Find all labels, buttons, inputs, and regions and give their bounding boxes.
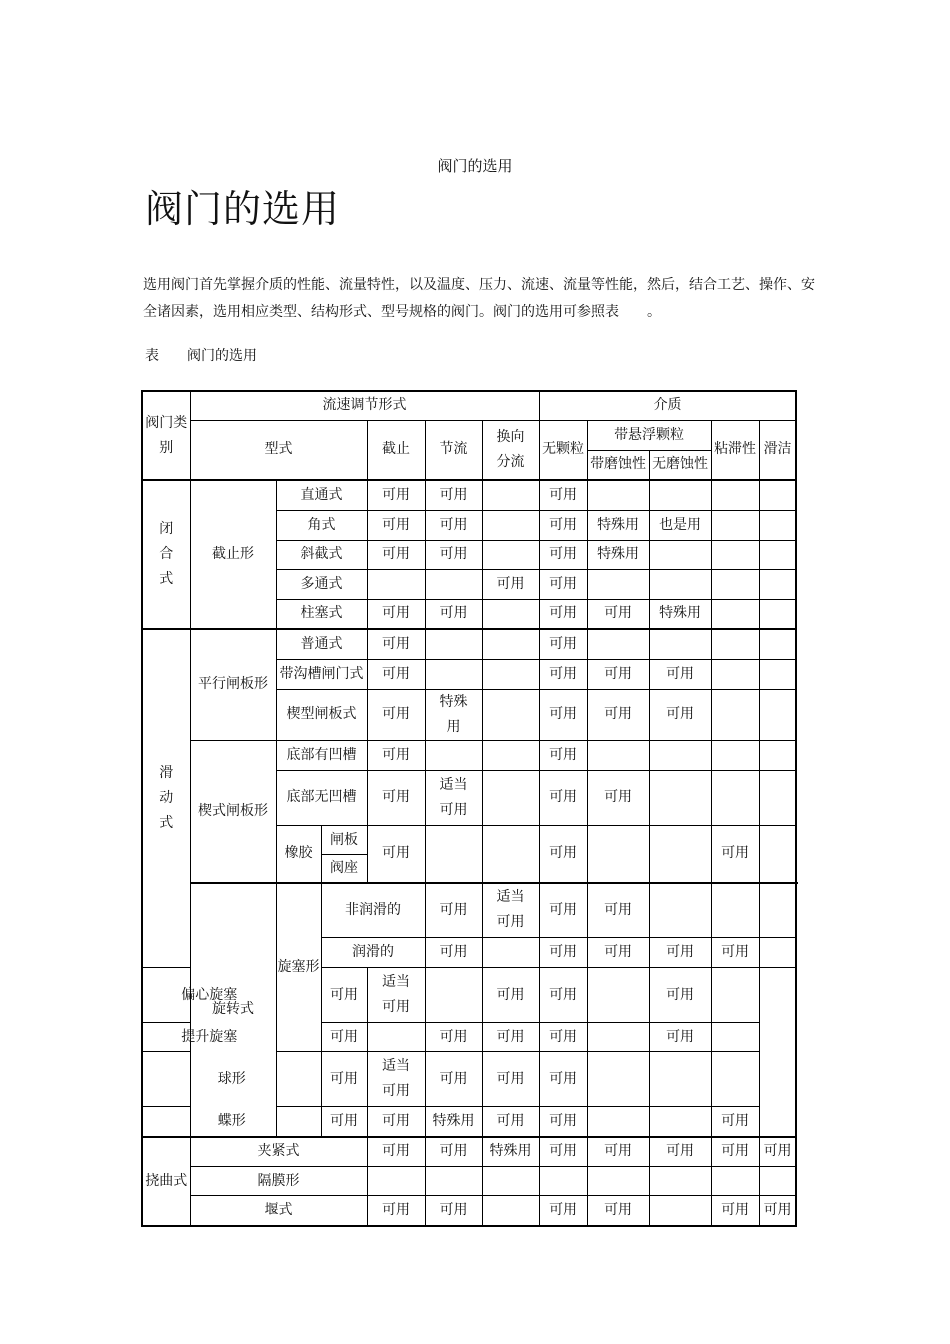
type-name: 底部无凹槽 [276,770,367,825]
cell-non-abrasive: 也是用 [649,510,711,540]
cell-throttle: 可用 [425,480,482,510]
cell-throttle [425,629,482,659]
cell-divert [482,1196,539,1226]
cell-shutoff: 可用 [321,1023,367,1052]
cell-throttle: 可用 [425,599,482,629]
cell-throttle [367,1023,425,1052]
cell-throttle [425,1167,482,1196]
cell-clean: 可用 [759,1137,796,1167]
table-row [142,1196,796,1226]
cell-abrasive [587,629,649,659]
header-type: 型式 [190,420,367,480]
cell-throttle: 适当可用 [367,968,425,1023]
cell-abrasive: 特殊用 [587,540,649,569]
type-name: 隔膜形 [190,1167,367,1196]
cell-shutoff: 可用 [367,599,425,629]
cell-no-particles: 可用 [539,659,587,689]
cell-divert: 可用 [539,938,587,968]
cell-throttle [425,659,482,689]
intro-paragraph: 选用阀门首先掌握介质的性能、流量特性，以及温度、压力、流速、流量等性能，然后，结合工艺、操作、安全诸因素，选用相应类型、结构形式、型号规格的阀门。阀门的选用可参照表 。 [143,277,815,320]
header-non-abrasive: 无磨蚀性 [649,450,711,480]
cell-abrasive: 可用 [587,1196,649,1226]
type-name: 角式 [276,510,367,540]
cell-no-particles: 可用 [539,599,587,629]
cell-divert: 特殊用 [482,1137,539,1167]
cell-shutoff: 可用 [367,1196,425,1226]
cell-clean [759,770,796,825]
cell-divert: 可用 [539,883,587,938]
cell-abrasive [587,1167,649,1196]
header-abrasive: 带磨蚀性 [587,450,649,480]
type-name: 柱塞式 [276,599,367,629]
type-name: 润滑的 [321,938,425,968]
cell-no-particles: 可用 [587,883,649,938]
cell-non-abrasive [649,1167,711,1196]
table-row [142,1167,796,1196]
cell-clean: 可用 [759,1196,796,1226]
cell-shutoff: 可用 [367,510,425,540]
cell-divert: 特殊用 [425,1107,482,1137]
cell-non-abrasive [649,825,711,883]
table-row [142,883,796,938]
table-row [142,629,796,659]
cell-viscous: 可用 [711,1196,759,1226]
cell-shutoff: 可用 [367,1137,425,1167]
type-name: 楔型闸板式 [276,689,367,740]
cell-divert [482,629,539,659]
cell-shutoff: 可用 [321,1052,367,1107]
cell-no-particles: 可用 [539,629,587,659]
cell-abrasive: 可用 [587,1137,649,1167]
type-name: 夹紧式 [190,1137,367,1167]
cell-shutoff: 可用 [321,968,367,1023]
cell-non-abrasive: 可用 [711,938,759,968]
header-clean: 滑洁 [759,420,796,480]
cell-non-abrasive [649,770,711,825]
cell-non-abrasive: 可用 [649,1137,711,1167]
cell-shutoff: 可用 [367,629,425,659]
cell-no-particles: 可用 [539,770,587,825]
subgroup-plug: 旋塞形 [276,883,321,1052]
cell-divert [482,480,539,510]
cell-clean [759,540,796,569]
cell-shutoff: 可用 [425,938,482,968]
group-rotary: 旋转式 [190,883,276,1137]
cell-abrasive: 可用 [539,1107,587,1137]
cell-viscous [711,599,759,629]
cell-abrasive [587,825,649,883]
cell-non-abrasive [587,1107,649,1137]
cell-divert [482,770,539,825]
valve-selection-table [141,390,797,1227]
cell-abrasive: 可用 [539,968,587,1023]
cell-viscous [711,480,759,510]
cell-clean [759,480,796,510]
header-viscous: 粘滞性 [711,420,759,480]
type-name: 斜截式 [276,540,367,569]
cell-viscous: 可用 [711,1137,759,1167]
cell-clean [759,629,796,659]
cell-throttle: 适当可用 [425,770,482,825]
rubber-seat: 阀座 [330,859,358,876]
cell-non-abrasive [649,740,711,770]
cell-throttle [425,825,482,883]
rubber-gate: 闸板 [322,826,367,855]
cell-abrasive [587,480,649,510]
type-name: 普通式 [276,629,367,659]
cell-non-abrasive: 可用 [649,689,711,740]
cell-abrasive [649,883,711,938]
cell-throttle: 适当可用 [367,1052,425,1107]
cell-clean [711,1052,759,1107]
cell-throttle: 特殊用 [425,689,482,740]
cell-viscous: 可用 [649,1023,711,1052]
cell-abrasive [587,569,649,599]
cell-non-abrasive [649,540,711,569]
subgroup-globe: 截止形 [190,480,276,629]
cell-throttle: 可用 [425,1137,482,1167]
cell-throttle: 可用 [425,510,482,540]
cell-throttle: 可用 [367,1107,425,1137]
cell-divert [482,1167,539,1196]
subgroup-parallel: 平行闸板形 [190,629,276,740]
cell-clean [759,599,796,629]
cell-non-abrasive [587,1052,649,1107]
cell-viscous [711,1167,759,1196]
cell-divert [425,968,482,1023]
cell-shutoff: 可用 [367,825,425,883]
cell-abrasive: 可用 [587,599,649,629]
cell-non-abrasive: 可用 [649,659,711,689]
cell-throttle: 可用 [425,1196,482,1226]
subgroup-wedge: 楔式闸板形 [190,740,276,883]
cell-abrasive: 特殊用 [587,510,649,540]
cell-divert [482,599,539,629]
cell-abrasive: 可用 [587,659,649,689]
type-name: 非润滑的 [321,883,425,938]
header-medium-group: 介质 [539,391,796,420]
cell-non-abrasive [649,1196,711,1226]
cell-divert [482,659,539,689]
table-row [142,1052,796,1107]
cell-non-abrasive [649,480,711,510]
cell-divert [482,540,539,569]
type-name: 堰式 [190,1196,367,1226]
cell-shutoff: 可用 [425,883,482,938]
group-flexing: 挠曲式 [142,1137,190,1226]
cell-abrasive [587,740,649,770]
header-flow-group: 流速调节形式 [190,391,539,420]
cell-no-particles: 可用 [482,1052,539,1107]
table-row [142,740,796,770]
cell-clean [759,569,796,599]
cell-no-particles: 可用 [587,938,649,968]
cell-non-abrasive [649,569,711,599]
cell-shutoff: 可用 [367,480,425,510]
rubber-parts [321,825,367,883]
cell-clean: 可用 [711,1107,759,1137]
cell-no-particles: 可用 [539,740,587,770]
cell-viscous [759,938,796,968]
cell-divert [482,825,539,883]
type-name: 带沟槽闸门式 [276,659,367,689]
cell-shutoff: 可用 [367,659,425,689]
cell-clean [759,825,796,883]
cell-no-particles: 可用 [482,1023,539,1052]
cell-no-particles: 可用 [539,1137,587,1167]
cell-divert: 可用 [425,1023,482,1052]
cell-non-abrasive: 特殊用 [649,599,711,629]
cell-divert [482,510,539,540]
cell-viscous [711,510,759,540]
cell-throttle [425,740,482,770]
cell-throttle [482,938,539,968]
cell-viscous [711,659,759,689]
table-row [142,1107,796,1137]
cell-no-particles: 可用 [539,689,587,740]
cell-viscous [649,1052,711,1107]
table-row [142,480,796,510]
cell-no-particles: 可用 [539,569,587,599]
cell-divert: 可用 [425,1052,482,1107]
cell-throttle: 适当可用 [482,883,539,938]
type-name: 偏心旋塞 [142,968,276,1023]
cell-abrasive: 可用 [587,770,649,825]
cell-divert [482,740,539,770]
cell-divert [482,689,539,740]
cell-clean [759,659,796,689]
cell-abrasive: 可用 [649,938,711,968]
cell-shutoff: 可用 [367,689,425,740]
cell-divert: 可用 [482,569,539,599]
cell-no-particles: 可用 [539,480,587,510]
running-header: 阀门的选用 [437,157,513,175]
header-no-particles: 无颗粒 [539,420,587,480]
cell-shutoff: 可用 [367,540,425,569]
cell-clean [711,1023,759,1052]
group-closing: 闭合式 [142,480,190,629]
cell-non-abrasive [711,883,759,938]
cell-no-particles: 可用 [482,968,539,1023]
header-category: 阀门类别 [142,391,190,480]
cell-viscous [649,1107,711,1137]
cell-clean [759,689,796,740]
cell-viscous [711,540,759,569]
header-suspended: 带悬浮颗粒 [587,420,711,450]
header-shutoff: 截止 [367,420,425,480]
cell-abrasive: 可用 [587,689,649,740]
cell-non-abrasive [587,968,649,1023]
type-name: 蝶形 [142,1107,321,1137]
type-name: 提升旋塞 [142,1023,276,1052]
cell-viscous: 可用 [649,968,711,1023]
header-divert: 换向分流 [482,420,539,480]
caption-text: 阀门的选用 [187,348,257,364]
cell-shutoff [367,569,425,599]
cell-throttle [425,569,482,599]
cell-viscous [759,883,796,938]
cell-clean [711,968,759,1023]
cell-viscous [711,740,759,770]
cell-viscous [711,569,759,599]
cell-viscous [711,770,759,825]
cell-abrasive: 可用 [539,1023,587,1052]
table-row [142,1137,796,1167]
cell-no-particles: 可用 [539,825,587,883]
cell-clean [759,510,796,540]
page-title: 阀门的选用 [145,187,341,231]
header-throttle: 节流 [425,420,482,480]
cell-no-particles: 可用 [539,1196,587,1226]
type-name: 多通式 [276,569,367,599]
cell-viscous [711,629,759,659]
cell-no-particles: 可用 [539,510,587,540]
cell-abrasive: 可用 [539,1052,587,1107]
cell-shutoff [367,1167,425,1196]
type-name-rubber: 橡胶 [276,825,321,883]
group-sliding: 滑动式 [142,629,190,968]
type-name: 直通式 [276,480,367,510]
table-caption [145,345,257,365]
type-name: 球形 [142,1052,321,1107]
table-row [142,1023,796,1052]
cell-clean [759,1167,796,1196]
caption-prefix: 表 [145,348,159,364]
cell-shutoff: 可用 [321,1107,367,1137]
type-name: 底部有凹槽 [276,740,367,770]
cell-viscous: 可用 [711,825,759,883]
cell-clean [759,740,796,770]
cell-shutoff: 可用 [367,770,425,825]
cell-viscous [711,689,759,740]
cell-throttle: 可用 [425,540,482,569]
cell-non-abrasive [587,1023,649,1052]
cell-no-particles [539,1167,587,1196]
cell-no-particles: 可用 [539,540,587,569]
cell-non-abrasive [649,629,711,659]
cell-no-particles: 可用 [482,1107,539,1137]
cell-shutoff: 可用 [367,740,425,770]
